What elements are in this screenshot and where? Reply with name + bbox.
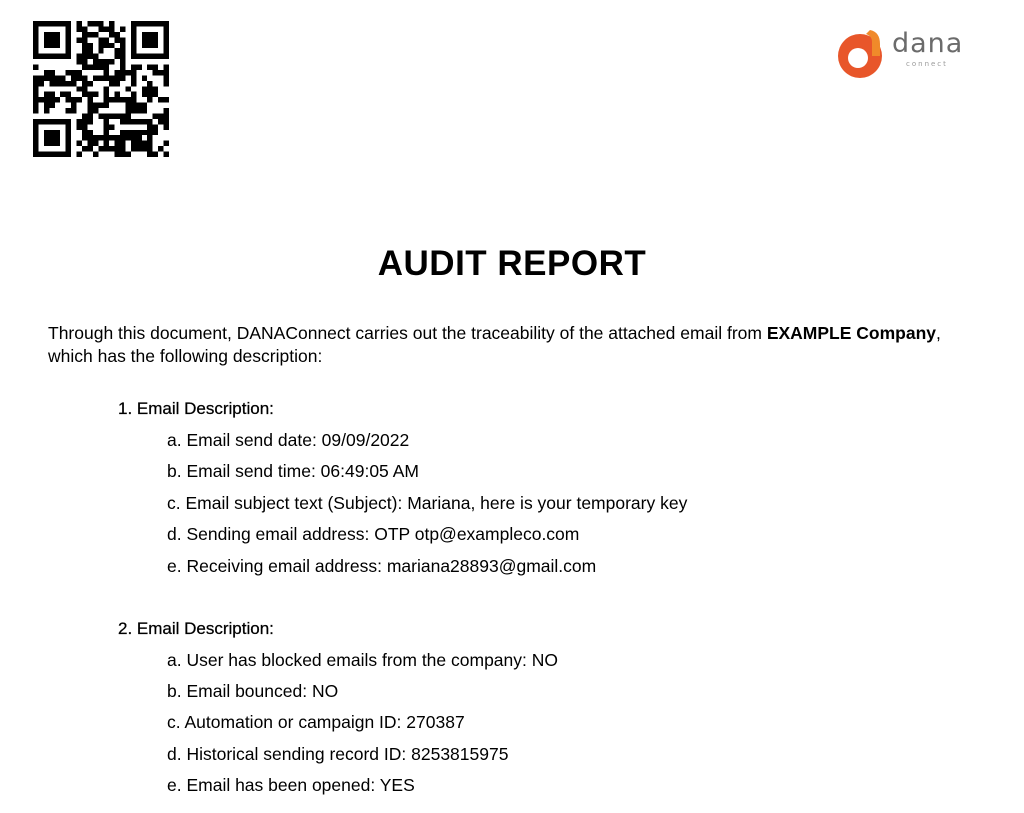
intro-text-before: Through this document, DANAConnect carries out the traceability of the attached email from: [48, 323, 767, 343]
intro-paragraph: [48, 322, 948, 368]
company-name: EXAMPLE Company: [766, 323, 937, 343]
list-item: b. Email send time: 06:49:05 AM: [167, 461, 419, 481]
list-item: c. Email subject text (Subject): Mariana, here is your temporary key: [167, 493, 688, 513]
page-title: AUDIT REPORT: [377, 244, 647, 283]
list-item: d. Historical sending record ID: 8253815975: [167, 744, 509, 764]
list-item: e. Receiving email address: mariana28893@gmail.com: [167, 556, 597, 576]
dana-logo-icon: [836, 24, 888, 82]
section-heading: 1. Email Description:: [118, 399, 274, 418]
intro-text-after: , which has the following description:: [48, 323, 941, 366]
list-item: b. Email bounced: NO: [167, 681, 339, 701]
list-item: a. User has blocked emails from the company: NO: [167, 650, 558, 670]
list-item: c. Automation or campaign ID: 270387: [167, 712, 465, 732]
dana-connect-logo: [836, 24, 976, 82]
list-item: d. Sending email address: OTP otp@exampleco.com: [167, 524, 580, 544]
logo-wordmark: dana: [892, 28, 964, 59]
section-heading: 2. Email Description:: [118, 619, 274, 638]
qr-code-icon: [33, 21, 169, 157]
list-item: e. Email has been opened: YES: [167, 775, 415, 795]
list-item: a. Email send date: 09/09/2022: [167, 430, 410, 450]
logo-subtitle: connect: [906, 60, 948, 68]
